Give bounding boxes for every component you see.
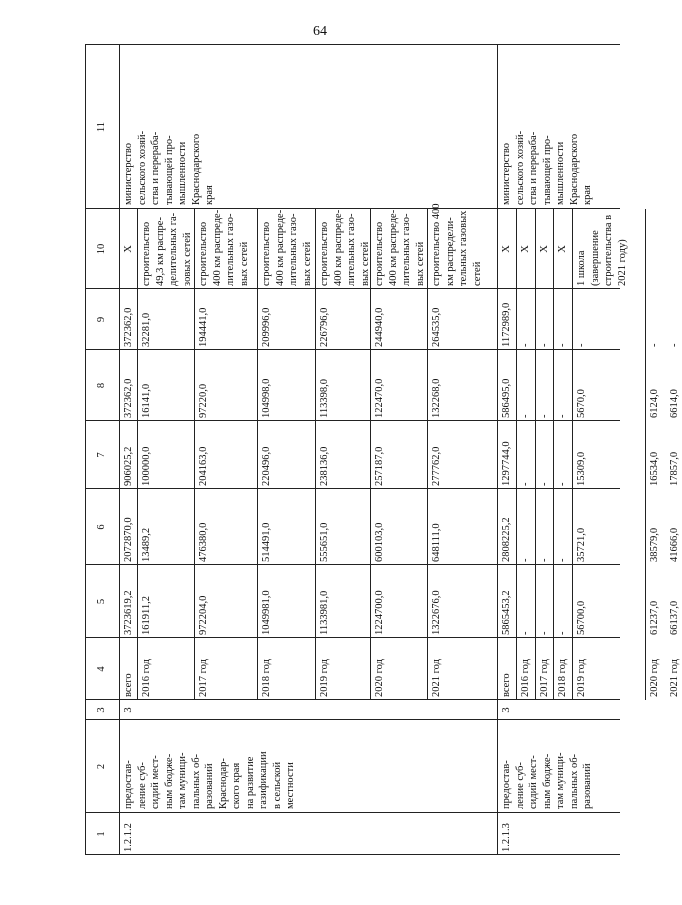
period-cell: 2020 год	[374, 659, 385, 697]
table-top-border	[85, 45, 86, 855]
col3-value: 3	[123, 707, 134, 713]
value-col8: 132268,0	[431, 378, 442, 418]
value-col5: 1224700,0	[374, 590, 385, 635]
value-col7: -	[539, 482, 550, 486]
column-border	[85, 44, 620, 45]
column-border	[85, 420, 620, 421]
value-col5: 972204,0	[198, 595, 209, 635]
header-cell: 4	[96, 666, 107, 672]
value-col5: 56700,0	[576, 600, 587, 635]
value-col5: 1049981,0	[261, 590, 272, 635]
value-col7: -	[557, 482, 568, 486]
value-col7: 16534,0	[649, 451, 660, 486]
period-cell: 2017 год	[539, 659, 550, 697]
period-cell: 2017 год	[198, 659, 209, 697]
value-col9: 194441,0	[198, 307, 209, 347]
result-cell: 1 школа (завершение строительства в 2021 году)	[576, 214, 628, 286]
period-cell: 2021 год	[431, 659, 442, 697]
value-col8: 104998,0	[261, 378, 272, 418]
value-col8: 6124,0	[649, 389, 660, 418]
value-col6: 2072870,0	[123, 517, 134, 562]
value-col7: 906025,2	[123, 446, 134, 486]
result-cell: строительство 400 км распреде- лительных газо- вых сетей	[261, 209, 313, 286]
row-border	[572, 209, 573, 700]
row-border	[315, 209, 316, 700]
period-cell: 2019 год	[319, 659, 330, 697]
value-col5: 161911,2	[141, 596, 152, 635]
header-cell: 9	[96, 316, 107, 323]
value-col8: 122470,0	[374, 378, 385, 418]
value-col8: -	[520, 414, 531, 418]
value-col6: 2808225,2	[501, 517, 512, 562]
value-col8: 6614,0	[669, 389, 680, 418]
period-cell: 2018 год	[261, 659, 272, 697]
column-border	[85, 488, 620, 489]
result-cell: X	[557, 245, 568, 253]
column-border	[85, 349, 620, 350]
value-col8: 16141,0	[141, 383, 152, 418]
period-cell: всего	[501, 673, 512, 697]
value-col9: 1172989,0	[501, 302, 512, 347]
value-col7: 277762,0	[431, 446, 442, 486]
value-col8: 586495,0	[501, 378, 512, 418]
result-cell: X	[123, 245, 134, 253]
result-cell: X	[539, 245, 550, 253]
value-col7: 257187,0	[374, 446, 385, 486]
col3-value: 3	[501, 707, 512, 713]
value-col9: -	[576, 343, 587, 347]
header-cell: 10	[96, 243, 107, 255]
period-cell: всего	[123, 673, 134, 697]
value-col8: 372362,0	[123, 378, 134, 418]
value-col8: 113398,0	[319, 379, 330, 418]
row-code: 1.2.1.3	[501, 823, 512, 852]
row-border	[645, 209, 646, 700]
value-col6: -	[539, 558, 550, 562]
value-col9: -	[649, 343, 660, 347]
value-col9: 209996,0	[261, 307, 272, 347]
value-col9: 244940,0	[374, 307, 385, 347]
period-cell: 2021 год	[669, 659, 680, 697]
value-col6: 600103,0	[374, 522, 385, 562]
header-cell: 1	[96, 831, 107, 837]
value-col6: 35721,0	[576, 527, 587, 562]
value-col6: 476380,0	[198, 522, 209, 562]
period-cell: 2016 год	[141, 659, 152, 697]
executor-text: министерство сельского хозяй- ства и перераба- тывающей про- мышленности Краснодарского края	[501, 130, 593, 205]
value-col5: 5865453,2	[501, 590, 512, 635]
value-col5: 66137,0	[669, 600, 680, 635]
value-col6: 41666,0	[669, 527, 680, 562]
row-border	[497, 209, 498, 700]
value-col9: 226796,0	[319, 307, 330, 347]
value-col5: -	[557, 631, 568, 635]
value-col7: 204163,0	[198, 446, 209, 486]
result-cell: строительство 400 км распреде- лительных газо- вых сетей	[198, 209, 250, 286]
value-col6: 38579,0	[649, 527, 660, 562]
value-col5: -	[539, 631, 550, 635]
period-cell: 2018 год	[557, 659, 568, 697]
value-col5: 1133981,0	[319, 590, 330, 635]
value-col6: -	[557, 558, 568, 562]
column-border	[85, 699, 620, 700]
result-cell: строительство 400 км распредели- тельных газовых сетей	[431, 203, 483, 286]
value-col7: 17857,0	[669, 451, 680, 486]
row-border	[516, 209, 517, 700]
value-col7: -	[520, 482, 531, 486]
row-border	[535, 209, 536, 700]
value-col8: 97220,0	[198, 383, 209, 418]
value-col5: 61237,0	[649, 600, 660, 635]
column-border	[85, 854, 620, 855]
executor-text: министерство сельского хозяй- ства и перераба- тывающей про- мышленности Краснодарского края	[123, 130, 215, 205]
value-col9: -	[557, 343, 568, 347]
value-col7: 238136,0	[319, 446, 330, 486]
result-cell: строительство 49,3 км распре- делительных га- зовых сетей	[141, 212, 193, 286]
row-border	[553, 209, 554, 700]
value-col6: 514491,0	[261, 522, 272, 562]
header-cell: 8	[96, 382, 107, 389]
rotated-table	[85, 45, 680, 855]
header-cell: 7	[96, 452, 107, 458]
value-col7: 100000,0	[141, 446, 152, 486]
column-border	[85, 812, 620, 813]
column-border	[85, 564, 620, 565]
row-border	[119, 209, 120, 700]
value-col7: 15309,0	[576, 451, 587, 486]
header-cell: 5	[96, 598, 107, 605]
header-cell: 2	[96, 763, 107, 770]
value-col6: 648111,0	[431, 523, 442, 562]
value-col7: 1297744,0	[501, 441, 512, 486]
row-border	[137, 209, 138, 700]
row-border	[257, 209, 258, 700]
value-col8: -	[557, 414, 568, 418]
result-cell: X	[520, 245, 531, 253]
value-col5: -	[520, 631, 531, 635]
column-border	[85, 719, 620, 720]
value-col9: 264535,0	[431, 307, 442, 347]
value-col6: 13489,2	[141, 527, 152, 562]
row-name: предостав- ление суб- сидий мест- ным бюдже- там муници- пальных об- разований Краснодар- ского края на развитие газификации в сельской местности	[123, 751, 296, 809]
value-col6: 555651,0	[319, 522, 330, 562]
result-cell: X	[501, 245, 512, 253]
value-col9: -	[539, 343, 550, 347]
row-border	[427, 209, 428, 700]
value-col8: 5670,0	[576, 389, 587, 418]
header-cell: 6	[96, 524, 107, 530]
header-cell: 11	[96, 121, 107, 133]
value-col6: -	[520, 558, 531, 562]
value-col9: 32281,0	[141, 312, 152, 347]
row-code: 1.2.1.2	[123, 823, 134, 852]
row-name: предостав- ление суб- сидий мест- ным бюдже- там муници- пальных об- разований	[501, 752, 593, 809]
period-cell: 2020 год	[649, 659, 660, 697]
value-col9: -	[669, 343, 680, 347]
value-col5: 1322676,0	[431, 590, 442, 635]
value-col7: 220496,0	[261, 446, 272, 486]
row-border	[194, 209, 195, 700]
value-col8: -	[539, 414, 550, 418]
column-border	[85, 637, 620, 638]
value-col5: 3723619,2	[123, 590, 134, 635]
period-cell: 2019 год	[576, 659, 587, 697]
page-number: 64	[313, 24, 327, 39]
header-cell: 3	[96, 707, 107, 713]
period-cell: 2016 год	[520, 659, 531, 697]
value-col9: -	[520, 343, 531, 347]
result-cell: строительство 400 км распреде- лительных газо- вых сетей	[319, 209, 371, 286]
result-cell: строительство 400 км распреде- лительных газо- вых сетей	[374, 209, 426, 286]
value-col9: 372362,0	[123, 307, 134, 347]
